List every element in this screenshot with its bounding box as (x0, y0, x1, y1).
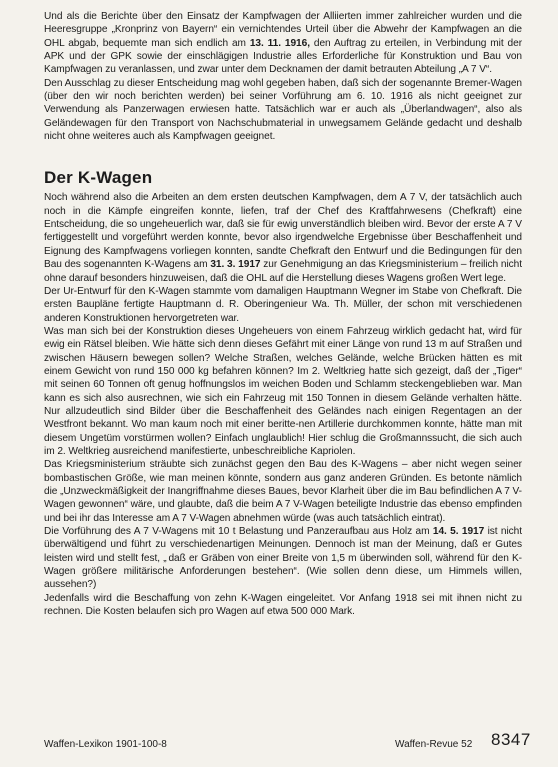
footer-revue-issue: Waffen-Revue 52 (395, 739, 473, 750)
text-run: Was man sich bei der Konstruktion dieses Ungeheuers von einem Fahrzeug wirklich gedacht hat, wird für ewig ein Rätsel bleiben. Wie hätte sich denn dieses Gefährt mit einer Länge von rund 13 m auf Straßen und zwischen Häusern bewegen sollen? Welche Straßen, welches Gelände, welche Brücken hätten es mit einem Gewicht von rund 150 000 kg befahren können? Im 2. Weltkrieg hatte sich gezeigt, daß der „Tiger“ mit seinen 60 Tonnen oft genug hoffnungslos im weichen Boden und Schlamm steckengeblieben war. Man kann es sich also ausrechnen, wie sich ein Fahrzeug mit 150 Tonnen in diesem Gelände verhalten hätte. Nur allzudeutlich sind Bilder über die Beschaffenheit des Geländes nach einigen Regentagen an der Westfront bekannt. Wo man kaum noch mit einer beritte-nen Artillerie durchkommen konnte, hätte man mit diesem Ungetüm vorstürmen wollen? Einfach unglaublich! Hier schlug die Großmannssucht, die sich auch im 2. Weltkrieg ausreichend manifestierte, unbeschreibliche Kapriolen. (44, 325, 522, 457)
section-paragraphs (44, 191, 522, 618)
text-run: Und als die Berichte über den Einsatz der Kampfwagen der Alliierten immer zahlreicher wurden und die Heeresgruppe „Kronprinz von Bayern“ ein vernichtendes Urteil über die Abwehr der Kampfwagen an die OHL abgab, bequemte man sich endlich am (44, 11, 522, 49)
paragraph (44, 458, 522, 525)
text-run: Den Ausschlag zu dieser Entscheidung mag wohl gegeben haben, daß sich der sogenannte Bremer-Wagen (über den wir noch berichten werden) bei seiner Vorführung am 6. 10. 1916 als nicht geeignet zur Verwendung als Panzerwagen erwiesen hatte. Tatsächlich war er auch als „Überlandwagen“, also als Geländewagen für den Transport von Nachschubmaterial in unwegsamem Gelände gedacht und deshalb nicht ohne weiteres auch als Kampfwagen geeignet. (44, 77, 522, 143)
text-run: ist nicht überwältigend und führt zu verschiedenartigen Meinungen. Dennoch ist man der Meinung, daß er Gutes leisten wird und stellt fest, „ daß er Gräben von einer Breite von 1,5 m überwinden soll, während für den K-Wagen größere militärische Anforderungen bestehen“. (Wie sollen denn diese, um Himmels willen, aussehen?) (44, 526, 522, 591)
date-emphasis: 31. 3. 1917 (210, 259, 261, 271)
text-run: zur Genehmigung an das Kriegsministerium – freilich nicht ohne darauf besonders hinzuweisen, daß die OHL auf die Herstellung dieses Wagens großen Wert lege. (44, 259, 522, 284)
paragraph (44, 325, 522, 458)
section-heading: Der K-Wagen (44, 168, 153, 188)
date-emphasis: 13. 11. 1916, (249, 37, 310, 49)
paragraph (44, 77, 522, 144)
paragraph (44, 285, 522, 325)
text-run: Der Ur-Entwurf für den K-Wagen stammte vom damaligen Hauptmann Wegner im Stabe von Chefkraft. Die ersten Baupläne fertigte Hauptmann d. R. Oberingenieur Wa. Th. Müller, der schon mit verschiedenen anderen Konstruktionen hervorgetreten war. (44, 285, 522, 324)
date-emphasis: 14. 5. 1917 (432, 526, 485, 538)
paragraph (44, 191, 522, 284)
text-run: Das Kriegsministerium sträubte sich zunächst gegen den Bau des K-Wagens – aber nicht wegen seiner bombastischen Größe, wie man meinen könnte, sondern aus ganz anderen Gründen. Es betonte nämlich die „Unzweckmäßigkeit der Inangriffnahme dieses Baues, bevor Klarheit über die im Bau befindlichen A 7 V-Wagen gewonnen“ wäre, und glaubte, daß die beim A 7 V-Wagen beteiligte Industrie das ebenso empfinden und bei ihr das Interesse am A 7 V-Wagen abnehmen würde (was auch tatsächlich eintrat). (44, 459, 522, 524)
paragraph (44, 525, 522, 592)
page-footer (0, 730, 558, 754)
page-number: 8347 (491, 730, 531, 749)
text-run: den Auftrag zu erteilen, in Verbindung mit der APK und der GPK sowie der einschlägigen Industrie alles Erforderliche für Konstruktion und Bau von Kampfwagen zu veranlassen, und zwar unter dem Decknamen der damit betrauten Abteilung „A 7 V“. (44, 37, 523, 76)
paragraph (44, 10, 522, 77)
text-run: Jedenfalls wird die Beschaffung von zehn K-Wagen eingeleitet. Vor Anfang 1918 sei mit ihnen nicht zu rechnen. Die Kosten belaufen sich pro Wagen auf etwa 500 000 Mark. (44, 592, 522, 618)
article-body (44, 10, 522, 618)
text-run: Die Vorführung des A 7 V-Wagens mit 10 t Belastung und Panzeraufbau aus Holz am (44, 526, 433, 538)
intro-paragraphs (44, 10, 522, 143)
paragraph (44, 592, 522, 619)
footer-publication: Waffen-Lexikon 1901-100-8 (44, 739, 167, 750)
text-run: Noch während also die Arbeiten an dem ersten deutschen Kampfwagen, dem A 7 V, der tatsächlich auch noch in die Kämpfe eingreifen konnte, liefen, traf der Chef des Kraftfahrwesens (Chefkraft) eine Entscheidung, die so ungeheuerlich war, daß sie für ewig unverständlich bleiben wird. Bevor der erste A 7 V fertiggestellt und vorgeführt werden konnte, bevor also irgendwelche Ergebnisse über Beschaffenheit und Eignung des Kampfwagens vorliegen konnten, sandte Chefkraft den Entwurf und die Bedingungen für den Bau des sogenannten K-Wagens am (44, 192, 522, 271)
